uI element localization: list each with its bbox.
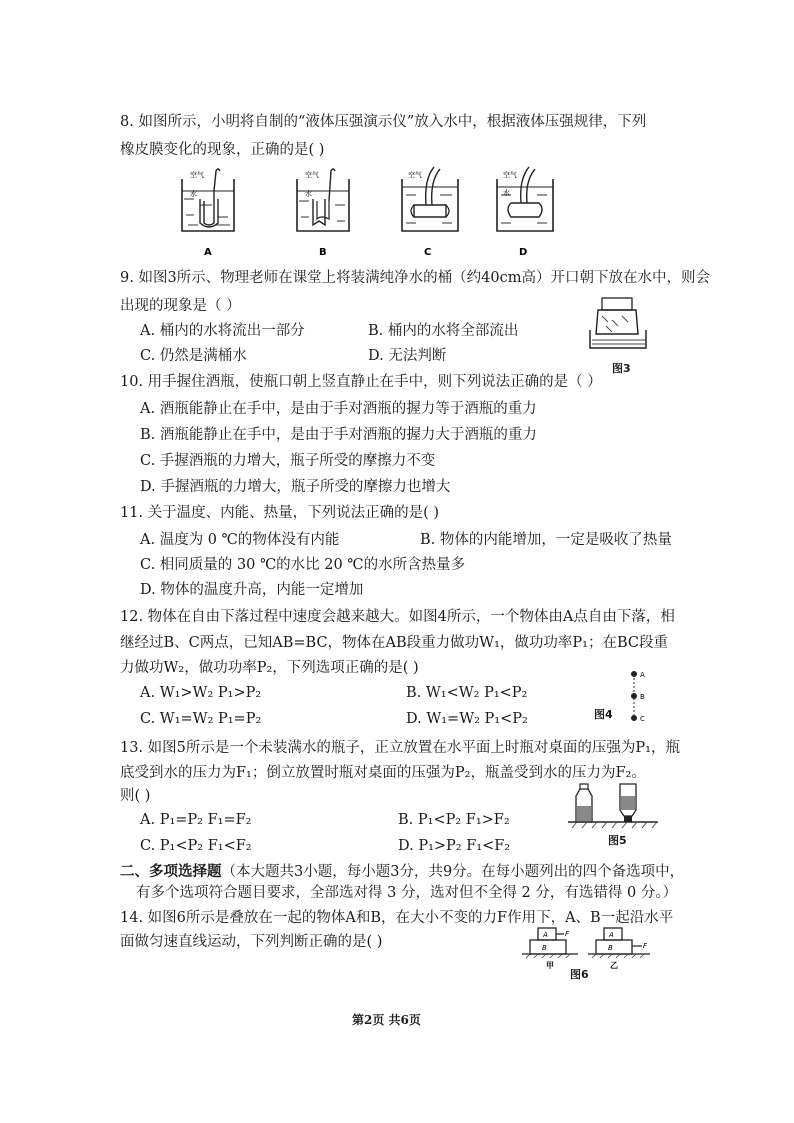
- svg-text:空气: 空气: [503, 171, 517, 179]
- svg-text:F: F: [565, 930, 570, 938]
- q13-option-b: B. P₁<P₂ F₁>F₂: [398, 812, 510, 828]
- svg-text:甲: 甲: [546, 961, 554, 970]
- svg-text:水: 水: [190, 190, 197, 198]
- svg-text:B: B: [542, 944, 547, 952]
- svg-text:空气: 空气: [190, 171, 204, 179]
- q9-option-a: A. 桶内的水将流出一部分: [140, 323, 305, 339]
- q11-option-a: A. 温度为 0 ℃的物体没有内能: [140, 532, 340, 548]
- q12-line1: 12. 物体在自由下落过程中速度会越来越大。如图4所示，一个物体由A点自由下落，相: [120, 609, 675, 625]
- q10-stem: 10. 用手握住酒瓶，使瓶口朝上竖直静止在手中，则下列说法正确的是（ ）: [120, 374, 602, 390]
- q12-option-a: A. W₁>W₂ P₁>P₂: [140, 685, 262, 701]
- q13-option-c: C. P₁<P₂ F₁<F₂: [140, 838, 252, 854]
- svg-text:D: D: [519, 247, 528, 258]
- q13-line1: 13. 如图5所示是一个未装满水的瓶子，正立放置在水平面上时瓶对桌面的压强为P₁，瓶: [120, 740, 680, 756]
- q11-option-d: D. 物体的温度升高，内能一定增加: [140, 582, 364, 598]
- q14-line1: 14. 如图6所示是叠放在一起的物体A和B，在大小不变的力F作用下，A、B一起沿水平: [120, 910, 674, 926]
- figure-6-caption: 图6: [570, 968, 589, 981]
- figure-4: [624, 668, 654, 730]
- svg-text:B: B: [319, 247, 327, 258]
- section2-line2: 有多个选项符合题目要求，全部选对得 3 分，选对但不全得 2 分，有选错得 0 分。）: [136, 885, 678, 901]
- q11-stem: 11. 关于温度、内能、热量，下列说法正确的是( ): [120, 505, 440, 521]
- q12-option-d: D. W₁=W₂ P₁<P₂: [406, 711, 528, 727]
- section2-heading: 二、多项选择题: [120, 863, 222, 880]
- q9-line1: 9. 如图3所示、物理老师在课堂上将装满纯净水的桶（约40cm高）开口朝下放在水中，则会: [120, 270, 710, 286]
- q10-option-d: D. 手握酒瓶的力增大，瓶子所受的摩擦力也增大: [140, 479, 451, 495]
- q11-option-c: C. 相同质量的 30 ℃的水比 20 ℃的水所含热量多: [140, 557, 466, 573]
- q9-option-c: C. 仍然是满桶水: [140, 348, 247, 364]
- q12-line2: 继经过B、C两点，已知AB=BC，物体在AB段重力做功W₁，做功功率P₁；在BC段重: [120, 635, 668, 651]
- svg-text:F: F: [643, 942, 648, 950]
- section2-line1: [120, 862, 684, 882]
- q13-option-a: A. P₁=P₂ F₁=F₂: [140, 812, 252, 828]
- q8-fig-b: [297, 169, 349, 258]
- svg-text:A: A: [640, 671, 645, 679]
- svg-text:C: C: [640, 715, 645, 723]
- q13-line2: 底受到水的压力为F₁；倒立放置时瓶对桌面的压强为P₂，瓶盖受到水的压力为F₂。: [120, 765, 646, 781]
- svg-text:空气: 空气: [305, 171, 319, 179]
- svg-text:水: 水: [305, 190, 312, 198]
- q13-option-d: D. P₁>P₂ F₁<F₂: [398, 838, 511, 854]
- q12-option-b: B. W₁<W₂ P₁<P₂: [406, 685, 528, 701]
- svg-text:空气: 空气: [408, 171, 422, 179]
- q13-line3: 则( ): [120, 788, 151, 804]
- q9-option-b: B. 桶内的水将全部流出: [368, 323, 519, 339]
- svg-text:A: A: [543, 931, 548, 939]
- q8-fig-d: [497, 167, 553, 258]
- svg-text:水: 水: [503, 189, 510, 197]
- figure-5: [568, 782, 660, 834]
- q8-line1: 8. 如图所示，小明将自制的“液体压强演示仪”放入水中，根据液体压强规律，下列: [120, 114, 647, 130]
- q9-option-d: D. 无法判断: [368, 348, 447, 364]
- q8-figure: [180, 165, 580, 264]
- svg-text:A: A: [204, 247, 212, 258]
- svg-text:C: C: [424, 247, 432, 258]
- q10-option-b: B. 酒瓶能静止在手中，是由于手对酒瓶的握力大于酒瓶的重力: [140, 427, 537, 443]
- q9-line2: 出现的现象是（ ）: [120, 298, 241, 314]
- q8-line2: 橡皮膜变化的现象，正确的是( ): [120, 142, 325, 158]
- q14-line2: 面做匀速直线运动，下列判断正确的是( ): [120, 934, 383, 950]
- q12-option-c: C. W₁=W₂ P₁=P₂: [140, 711, 262, 727]
- q12-line3: 力做功W₂，做功功率P₂，下列选项正确的是( ): [120, 660, 419, 676]
- q8-fig-a: [182, 169, 234, 258]
- svg-text:乙: 乙: [610, 961, 618, 970]
- q10-option-c: C. 手握酒瓶的力增大，瓶子所受的摩擦力不变: [140, 453, 436, 469]
- q10-option-a: A. 酒瓶能静止在手中，是由于手对酒瓶的握力等于酒瓶的重力: [140, 401, 537, 417]
- svg-text:B: B: [608, 944, 613, 952]
- figure-3: [588, 296, 650, 364]
- q8-fig-c: [402, 167, 458, 258]
- svg-text:A: A: [609, 931, 614, 939]
- page-footer: 第2页 共6页: [352, 1013, 421, 1027]
- figure-5-caption: 图5: [608, 834, 627, 847]
- figure-4-caption: 图4: [594, 708, 613, 721]
- q11-option-b: B. 物体的内能增加，一定是吸收了热量: [420, 532, 672, 548]
- figure-3-caption: 图3: [612, 362, 631, 375]
- section2-instructions: （本大题共3小题，每小题3分，共9分。在每小题列出的四个备选项中，: [221, 864, 685, 880]
- svg-text:B: B: [640, 693, 645, 701]
